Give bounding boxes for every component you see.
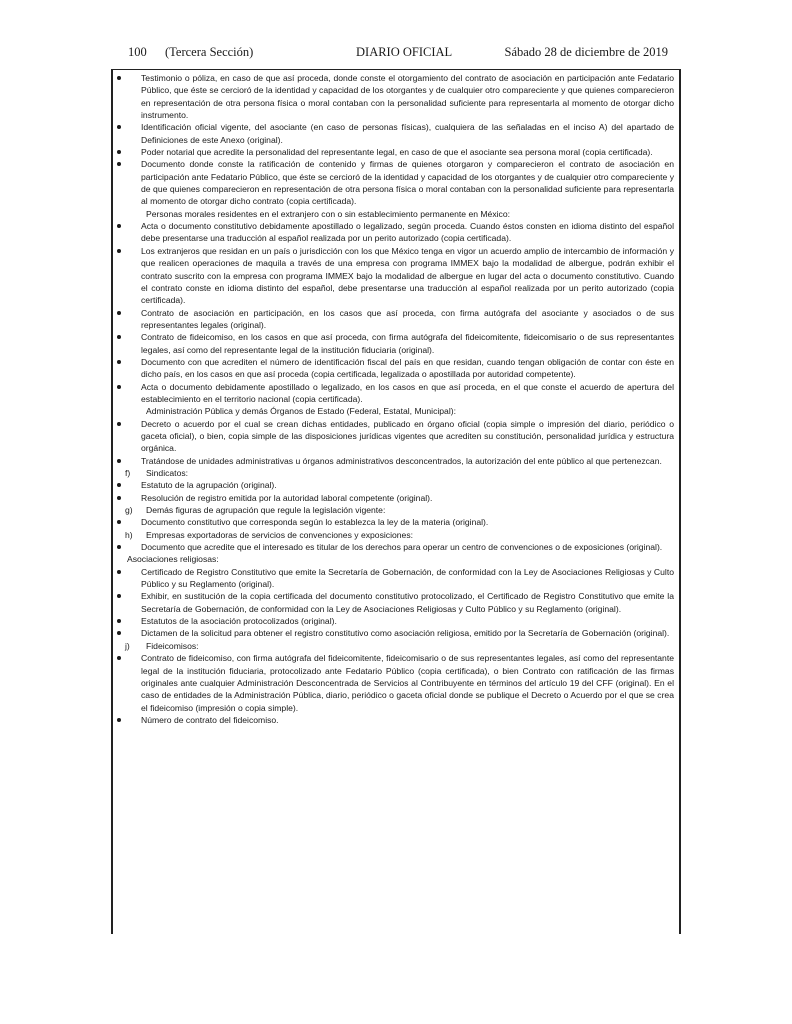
list-item bbox=[116, 479, 674, 491]
section-heading bbox=[116, 208, 674, 220]
item-text: Acta o documento constitutivo debidamente apostillado o legalizado, según proceda. Cuando éstos consten en idioma distinto del español debe presentarse una traducción al español realizada por un perito autorizado (copia certificada). bbox=[141, 221, 674, 244]
item-text: Identificación oficial vigente, del asociante (en caso de personas físicas), cualquiera de las señaladas en el inciso A) del apartado de Definiciones de este Anexo (original). bbox=[141, 122, 674, 145]
item-text: Dictamen de la solicitud para obtener el registro constitutivo como asociación religiosa, emitido por la Secretaría de Gobernación (original). bbox=[141, 628, 670, 639]
list-item bbox=[116, 307, 674, 332]
section-label: (Tercera Sección) bbox=[165, 45, 254, 59]
item-text: Número de contrato del fideicomiso. bbox=[141, 714, 279, 725]
bullet-icon bbox=[117, 125, 121, 129]
list-item bbox=[116, 627, 674, 639]
item-text: Certificado de Registro Constitutivo que emite la Secretaría de Gobernación, de conformidad con la Ley de Asociaciones Religiosas y Culto Público y su Reglamento (original). bbox=[141, 566, 674, 590]
bullet-icon bbox=[117, 224, 121, 228]
item-text: Tratándose de unidades administrativas u órganos administrativos desconcentrados, la autorización del ente público al que pertenezcan. bbox=[141, 455, 662, 466]
bullet-icon bbox=[117, 162, 121, 166]
item-text: Sindicatos: bbox=[146, 468, 189, 478]
item-text: Empresas exportadoras de servicios de convenciones y exposiciones: bbox=[146, 529, 414, 540]
item-text: Decreto o acuerdo por el cual se crean dichas entidades, publicado en órgano oficial (copia simple o impresión del diario, periódico o gaceta oficial), o bien, copia simple de las disposiciones jurídicas vigentes que acrediten su constitución, personalidad jurídica y estructura orgánica. bbox=[141, 418, 674, 454]
subsection-letter: g) bbox=[125, 505, 133, 516]
bullet-icon bbox=[117, 631, 121, 635]
item-text: Contrato de fideicomiso, con firma autógrafa del fideicomitente, fideicomisario o de sus representantes legales, así como del representante legal de la institución fiduciaria, protocolizado ante Fedatario Público (copia certificada), o bien Contrato con ratificación de las firmas originales ante cualquier Administración Desconcentrada de Servicios al Contribuyente en términos del artículo 19 del CFF (original). En el caso de entidades de la Administración Pública, diario, periódico o gaceta oficial donde se publique el Decreto o Acuerdo por el que se crea el fideicomiso (impresión o copia simple). bbox=[141, 653, 674, 713]
list-item bbox=[116, 245, 674, 307]
item-text: Estatutos de la asociación protocolizados (original). bbox=[141, 616, 337, 627]
item-text: Documento que acredite que el interesado es titular de los derechos para operar un centro de convenciones o de exposiciones (original). bbox=[141, 542, 663, 553]
list-item bbox=[116, 714, 674, 726]
subsection-heading bbox=[116, 504, 674, 516]
bullet-icon bbox=[117, 483, 121, 487]
list-item bbox=[116, 516, 674, 528]
bullet-icon bbox=[117, 656, 121, 660]
item-text: Personas morales residentes en el extranjero con o sin establecimiento permanente en México: bbox=[146, 208, 510, 219]
bullet-icon bbox=[117, 496, 121, 500]
item-text: Resolución de registro emitida por la autoridad laboral competente (original). bbox=[141, 492, 433, 503]
list-item bbox=[116, 381, 674, 406]
item-text: Documento donde conste la ratificación de contenido y firmas de quienes otorgaron y comparecieron el contrato de asociación en participación ante Fedatario Público, que éste se cercioró de la identidad y capacidad de los otorgantes y de cualquier otro compareciente y de que quienes comparecieron en representación de otra persona física o moral contaban con la personalidad suficiente para representarla al momento de otorgar dicho contrato (copia certificada). bbox=[141, 159, 674, 207]
item-text: Asociaciones religiosas: bbox=[127, 554, 219, 565]
list-item bbox=[116, 158, 674, 207]
bullet-icon bbox=[117, 76, 121, 80]
item-text: Los extranjeros que residan en un país o jurisdicción con los que México tenga en vigor un acuerdo amplio de intercambio de información y que realicen operaciones de maquila a través de una empresa con programa IMMEX bajo la modalidad de albergue, podrán exhibir el contrato suscrito con la empresa con programa IMMEX bajo la modalidad de albergue en lugar del acta o documento constitutivo. Cuando el contrato conste en idioma distinto del español, debe presentarse una traducción al español realizada por un perito autorizado (copia certificada). bbox=[141, 245, 674, 306]
list-item bbox=[116, 590, 674, 615]
bullet-icon bbox=[117, 422, 121, 426]
list-item bbox=[116, 220, 674, 245]
list-item bbox=[116, 121, 674, 146]
list-item bbox=[116, 331, 674, 356]
item-text: Fideicomisos: bbox=[146, 640, 199, 651]
list-item bbox=[116, 418, 674, 455]
page-number: 100 bbox=[128, 45, 147, 59]
bullet-icon bbox=[117, 385, 121, 389]
bullet-icon bbox=[117, 718, 121, 722]
item-text: Testimonio o póliza, en caso de que así proceda, donde conste el otorgamiento del contrato de asociación en participación ante Fedatario Público, que éste se cercioró de la identidad y capacidad de los otorgantes y de cualquier otro compareciente y que quienes comparecieron en representación de otra persona física o moral contaban con la personalidad suficiente para representarla al momento de otorgar dicho instrumento. bbox=[141, 73, 674, 121]
bullet-icon bbox=[117, 335, 121, 339]
list-item bbox=[116, 566, 674, 591]
bullet-icon bbox=[117, 520, 121, 524]
bullet-icon bbox=[117, 619, 121, 623]
publication-title: DIARIO OFICIAL bbox=[356, 45, 453, 59]
bullet-icon bbox=[117, 360, 121, 364]
item-text: Administración Pública y demás Órganos de Estado (Federal, Estatal, Municipal): bbox=[146, 406, 456, 417]
bullet-icon bbox=[117, 249, 121, 253]
list-item bbox=[116, 455, 674, 467]
subsection-letter: h) bbox=[125, 529, 133, 540]
bullet-icon bbox=[117, 594, 121, 598]
list-item bbox=[116, 541, 674, 553]
item-text: Poder notarial que acredite la personalidad del representante legal, en caso de que el asociante sea persona moral (copia certificada). bbox=[141, 147, 653, 158]
list-item bbox=[116, 615, 674, 627]
item-text: Estatuto de la agrupación (original). bbox=[141, 480, 277, 491]
item-text: Acta o documento debidamente apostillado o legalizado, en los casos en que así proceda, en el que conste el acuerdo de apertura del establecimiento en el territorio nacional (copia certificada). bbox=[141, 381, 674, 404]
bullet-icon bbox=[117, 570, 121, 574]
section-heading bbox=[116, 405, 674, 417]
subsection-heading bbox=[116, 640, 674, 652]
item-text: Contrato de asociación en participación, en los casos que así proceda, con firma autógrafa del asociante y asociados o de sus representantes legales (original). bbox=[141, 307, 674, 330]
bullet-icon bbox=[117, 150, 121, 154]
item-text: Documento constitutivo que corresponda según lo establezca la ley de la materia (original). bbox=[141, 517, 489, 528]
publication-date: Sábado 28 de diciembre de 2019 bbox=[504, 45, 668, 59]
section-heading bbox=[116, 553, 674, 565]
bullet-icon bbox=[117, 459, 121, 463]
item-text: Exhibir, en sustitución de la copia certificada del documento constitutivo protocolizado, el Certificado de Registro Constitutivo que emite la Secretaría de Gobernación, de conformidad con la Ley de Asociaciones Religiosas y Culto Público y su Reglamento (original). bbox=[141, 591, 674, 614]
page-header bbox=[128, 45, 668, 63]
item-text: Demás figuras de agrupación que regule la legislación vigente: bbox=[146, 505, 386, 516]
document-body bbox=[116, 72, 674, 726]
list-item bbox=[116, 492, 674, 504]
subsection-letter: j) bbox=[125, 640, 130, 651]
subsection-heading bbox=[116, 529, 674, 541]
list-item bbox=[116, 652, 674, 714]
bullet-icon bbox=[117, 545, 121, 549]
list-item bbox=[116, 146, 674, 158]
subsection-letter: f) bbox=[125, 468, 131, 478]
list-item bbox=[116, 356, 674, 381]
item-text: Documento con que acrediten el número de identificación fiscal del país en que residan, cuando tengan obligación de contar con éste en dicho país, en los casos en que así proceda (copia certificada, legalizada o apostillada por autoridad competente). bbox=[141, 356, 674, 380]
list-item bbox=[116, 72, 674, 121]
subsection-heading bbox=[116, 467, 674, 479]
item-text: Contrato de fideicomiso, en los casos en que así proceda, con firma autógrafa del fideicomitente, fideicomisario o de sus representantes legales, así como del representante legal de la institución fiduciaria (original). bbox=[141, 332, 674, 355]
bullet-icon bbox=[117, 311, 121, 315]
